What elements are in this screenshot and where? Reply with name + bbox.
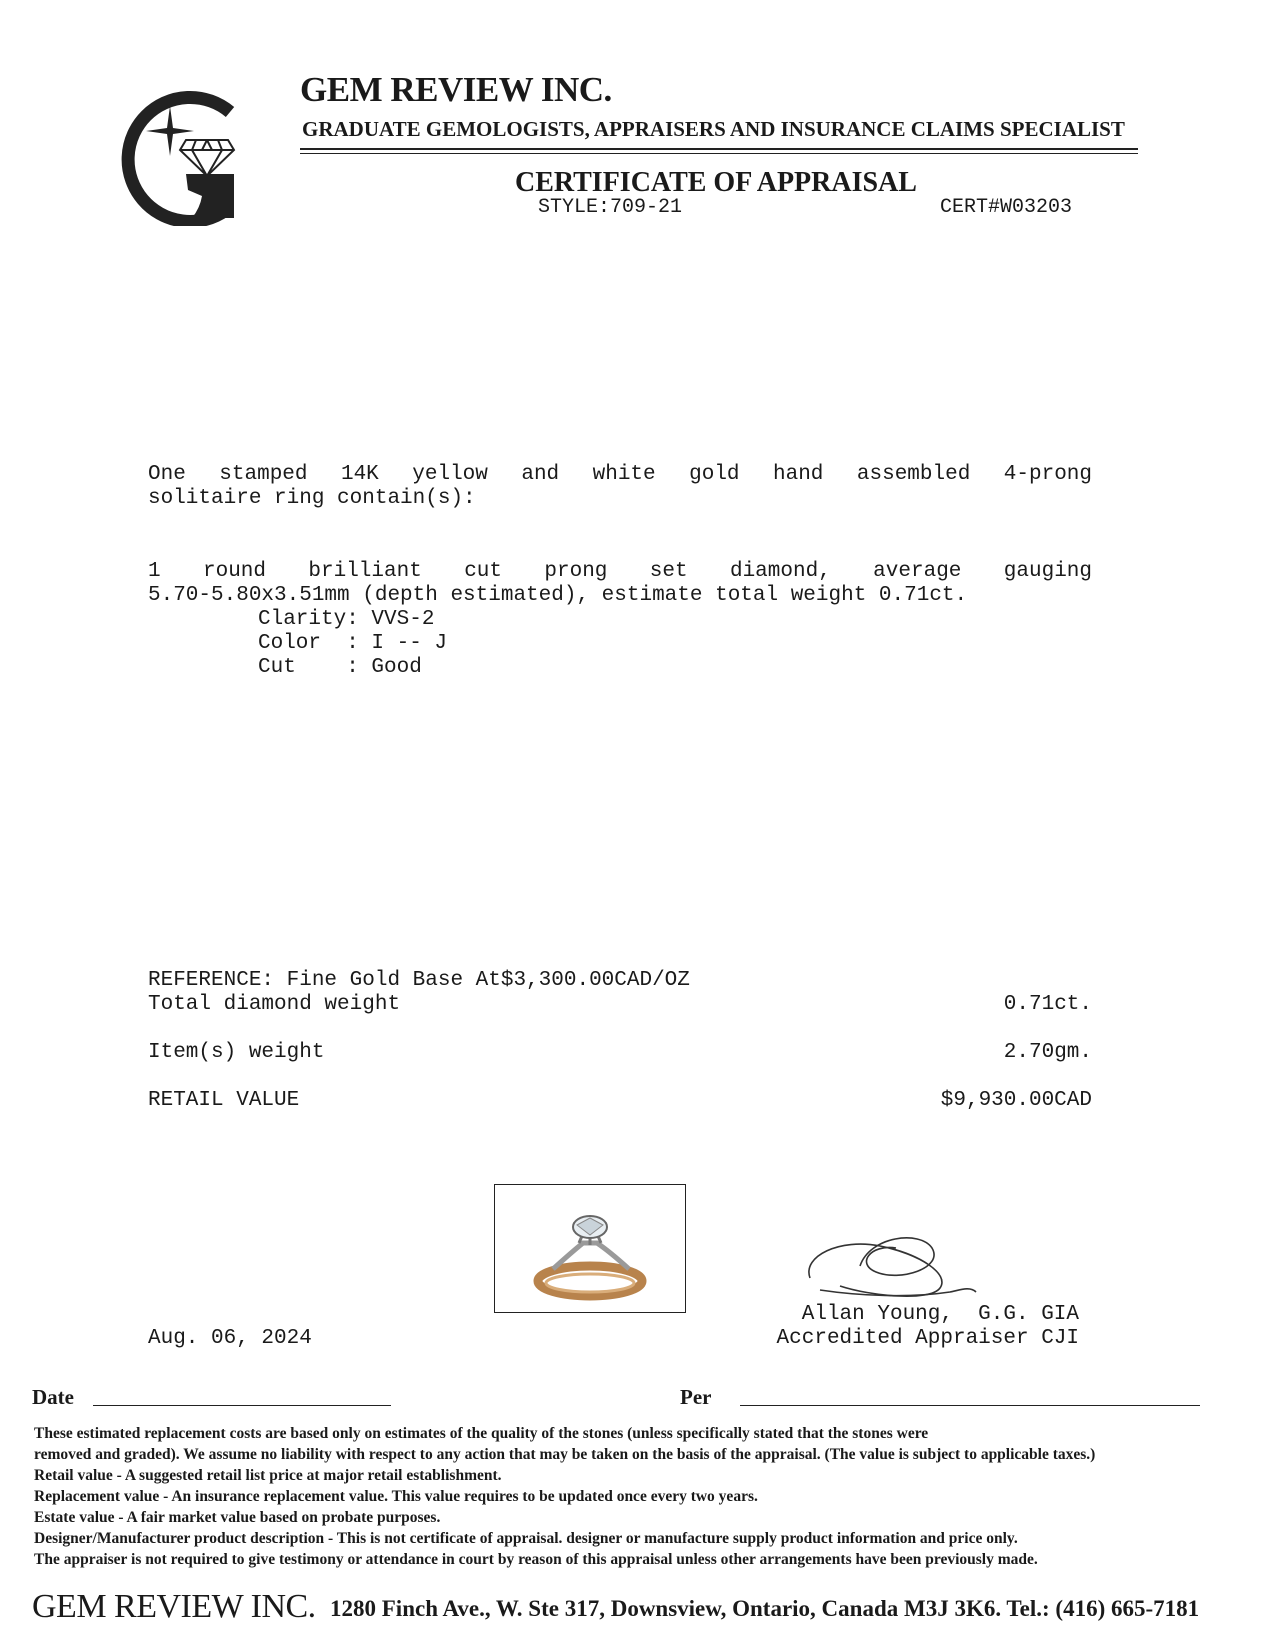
- clarity-grade: Clarity: VVS-2: [258, 608, 435, 631]
- ring-photo-icon: [495, 1185, 685, 1312]
- footer-company-name: GEM REVIEW INC.: [32, 1588, 316, 1625]
- style-number: STYLE:709-21: [538, 196, 683, 219]
- footer-address: 1280 Finch Ave., W. Ste 317, Downsview, Ontario, Canada M3J 3K6. Tel.: (416) 665-7181: [330, 1596, 1200, 1621]
- header-divider: [300, 153, 1138, 154]
- retail-value-amount: $9,930.00CAD: [940, 1089, 1092, 1112]
- company-logo-icon: [108, 78, 244, 226]
- stone-description-line: 5.70-5.80x3.51mm (depth estimated), estimate total weight 0.71ct.: [148, 584, 968, 607]
- item-weight-value: 2.70gm.: [1003, 1041, 1092, 1064]
- disclaimer-line: Replacement value - An insurance replacement value. This value requires to be updated once every two years.: [34, 1488, 758, 1505]
- disclaimer-line: These estimated replacement costs are based only on estimates of the quality of the stones (unless specifically stated that the stones were: [34, 1425, 929, 1442]
- appraiser-signature: [800, 1226, 1000, 1302]
- item-weight-label: Item(s) weight: [148, 1041, 325, 1064]
- company-tagline: GRADUATE GEMOLOGISTS, APPRAISERS AND INSURANCE CLAIMS SPECIALIST: [302, 117, 1125, 141]
- item-description-line: One stamped 14K yellow and white gold hand assembled 4-prong: [148, 463, 1092, 486]
- certificate-number: CERT#W03203: [940, 196, 1073, 219]
- date-field-label: Date: [32, 1385, 74, 1409]
- color-grade: Color : I -- J: [258, 632, 448, 655]
- date-field-line: [93, 1405, 391, 1406]
- item-description-line: solitaire ring contain(s):: [148, 487, 476, 510]
- appraiser-name: Allan Young, G.G. GIA: [801, 1303, 1079, 1326]
- disclaimer-line: removed and graded). We assume no liability with respect to any action that may be taken on the basis of the appraisal. (The value is subject to applicable taxes.): [34, 1446, 1096, 1463]
- total-diamond-weight-value: 0.71ct.: [1003, 993, 1092, 1016]
- total-diamond-weight-label: Total diamond weight: [148, 993, 401, 1016]
- disclaimer-line: Estate value - A fair market value based on probate purposes.: [34, 1509, 441, 1526]
- disclaimer-line: Designer/Manufacturer product description - This is not certificate of appraisal. designer or manufacture supply product information and price only.: [34, 1530, 1018, 1547]
- certificate-title: CERTIFICATE OF APPRAISAL: [515, 167, 917, 198]
- appraisal-date: Aug. 06, 2024: [148, 1327, 312, 1350]
- header-divider: [300, 148, 1138, 150]
- disclaimer-line: Retail value - A suggested retail list price at major retail establishment.: [34, 1467, 502, 1484]
- reference-line: REFERENCE: Fine Gold Base At$3,300.00CAD/OZ: [148, 969, 690, 992]
- appraiser-title: Accredited Appraiser CJI: [776, 1327, 1079, 1350]
- cut-grade: Cut : Good: [258, 656, 422, 679]
- per-field-label: Per: [680, 1385, 712, 1409]
- retail-value-label: RETAIL VALUE: [148, 1089, 300, 1112]
- company-name: GEM REVIEW INC.: [300, 70, 612, 109]
- ring-photo: [494, 1184, 686, 1313]
- per-field-line: [740, 1405, 1200, 1406]
- stone-description-line: 1 round brilliant cut prong set diamond, average gauging: [148, 560, 1092, 583]
- disclaimer-line: The appraiser is not required to give testimony or attendance in court by reason of this appraisal unless other arrangements have been previously made.: [34, 1551, 1038, 1568]
